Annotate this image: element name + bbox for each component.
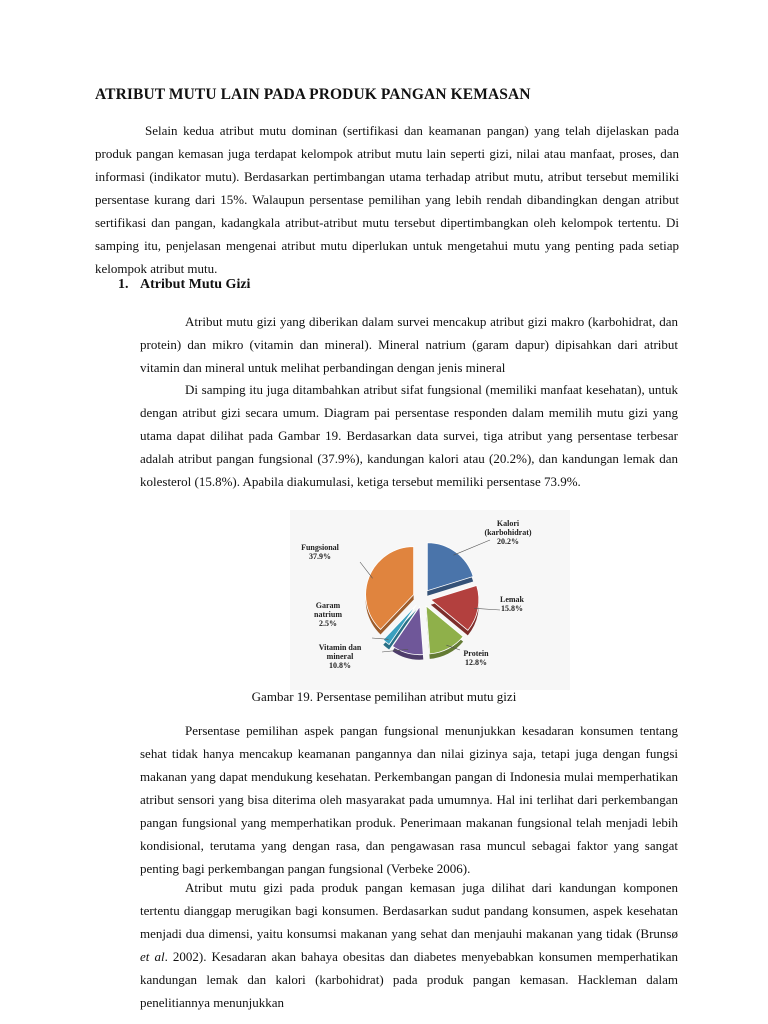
pie-slice-name: (karbohidrat)	[484, 528, 532, 537]
pie-slice-label	[319, 643, 362, 670]
pie-slice-value: 10.8%	[329, 661, 351, 670]
figure-caption: Gambar 19. Persentase pemilihan atribut mutu gizi	[251, 689, 517, 704]
pie-slice-value: 2.5%	[319, 619, 337, 628]
pie-slice-label	[463, 649, 489, 667]
pie-slice-value: 20.2%	[497, 537, 519, 546]
pie-slice-name: Garam	[315, 601, 341, 610]
paragraph-fungsional: Persentase pemilihan aspek pangan fungsional menunjukkan kesadaran konsumen tentang sehat tidak hanya mencakup keamanan pangannya dan nilai gizinya saja, tetapi juga dengan fungsi makanan yang dapat mendukung kesehatan. Perkembangan pangan di Indonesia mulai memperhatikan atribut sensori yang bisa diterima oleh masyarakat pada umumnya. Hal ini terlihat dari perkembangan pangan fungsional yang memperhatikan produk. Penerimaan makanan fungsional telah menjadi lebih kondisional, terutama yang dengan rasa, dan pengawasan rasa muncul sebagai faktor yang sangat penting bagi perkembangan pangan fungsional (Verbeke 2006).	[140, 723, 678, 876]
paragraph-gizi-3-italic: et al	[140, 949, 165, 964]
pie-slice-name: Kalori	[496, 519, 520, 528]
pie-slice-label	[301, 543, 340, 561]
pie-chart-svg	[290, 510, 570, 690]
pie-slice-label	[484, 519, 531, 546]
pie-slice-label	[500, 595, 525, 613]
pie-slice-value: 12.8%	[465, 658, 487, 667]
pie-slice-value: 37.9%	[309, 552, 331, 561]
pie-slice-name: Lemak	[500, 595, 524, 604]
pie-chart	[290, 510, 570, 690]
pie-slice-name: mineral	[326, 652, 354, 661]
pie-slice-name: Vitamin dan	[318, 643, 362, 652]
paragraph-gizi-1: Atribut mutu gizi yang diberikan dalam survei mencakup atribut gizi makro (karbohidrat, dan protein) dan mikro (vitamin dan mineral). Mineral natrium (garam dapur) dipisahkan dari atribut vitamin dan mineral untuk melihat perbandingan dengan jenis mineral	[140, 314, 678, 375]
pie-slice-name: natrium	[314, 610, 342, 619]
paragraph-gizi-3	[140, 876, 678, 1014]
pie-leader-line	[360, 562, 373, 578]
paragraph-gizi-2: Di samping itu juga ditambahkan atribut sifat fungsional (memiliki manfaat kesehatan), untuk dengan atribut gizi secara umum. Diagram pai persentase responden dalam memilih mutu gizi yang utama dapat dilihat pada Gambar 19. Berdasarkan data survei, tiga atribut yang persentase terbesar adalah atribut pangan fungsional (37.9%), kandungan kalori atau (20.2%), dan kandungan lemak dan kolesterol (15.8%). Apabila diakumulasi, ketiga tersebut memiliki persentase 73.9%.	[140, 382, 678, 489]
section-title: Atribut Mutu Gizi	[140, 277, 251, 292]
intro-paragraph: Selain kedua atribut mutu dominan (sertifikasi dan keamanan pangan) yang telah dijelaskan pada produk pangan kemasan juga terdapat kelompok atribut mutu lain seperti gizi, nilai atau manfaat, proses, dan informasi (indikator mutu). Berdasarkan pertimbangan utama terhadap atribut mutu, atribut tersebut memiliki persentase kurang dari 15%. Walaupun persentase pemilihan yang lebih rendah dibandingkan dengan atribut sertifikasi dan pangan, kadangkala atribut-atribut mutu tersebut dipertimbangkan oleh kelompok tertentu. Di samping itu, penjelasan mengenai atribut mutu diperlukan untuk mengetahui mutu yang penting pada setiap kelompok atribut mutu.	[95, 123, 679, 276]
pie-slice-name: Fungsional	[301, 543, 339, 552]
pie-slice-name: Protein	[463, 649, 489, 658]
pie-leader-line	[454, 540, 491, 555]
pie-slice-value: 15.8%	[501, 604, 523, 613]
paragraph-gizi-3-part1: Atribut mutu gizi pada produk pangan kemasan juga dilihat dari kandungan komponen tertentu dianggap merugikan bagi konsumen. Berdasarkan sudut pandang konsumen, aspek kesehatan menjadi dua dimensi, yaitu konsumsi makanan yang sehat dan menjauhi makanan yang tidak (Brunsø	[140, 880, 678, 941]
paragraph-gizi-3-part2: . 2002). Kesadaran akan bahaya obesitas dan diabetes menyebabkan konsumen memperhatikan kandungan lemak dan kalori (karbohidrat) pada produk pangan kemasan. Hackleman dalam penelitiannya menunjukkan	[140, 949, 678, 1010]
page-title: ATRIBUT MUTU LAIN PADA PRODUK PANGAN KEMASAN	[95, 86, 531, 103]
section-number: 1.	[118, 277, 129, 292]
pie-slice-label	[314, 601, 342, 628]
section-heading	[118, 277, 250, 293]
